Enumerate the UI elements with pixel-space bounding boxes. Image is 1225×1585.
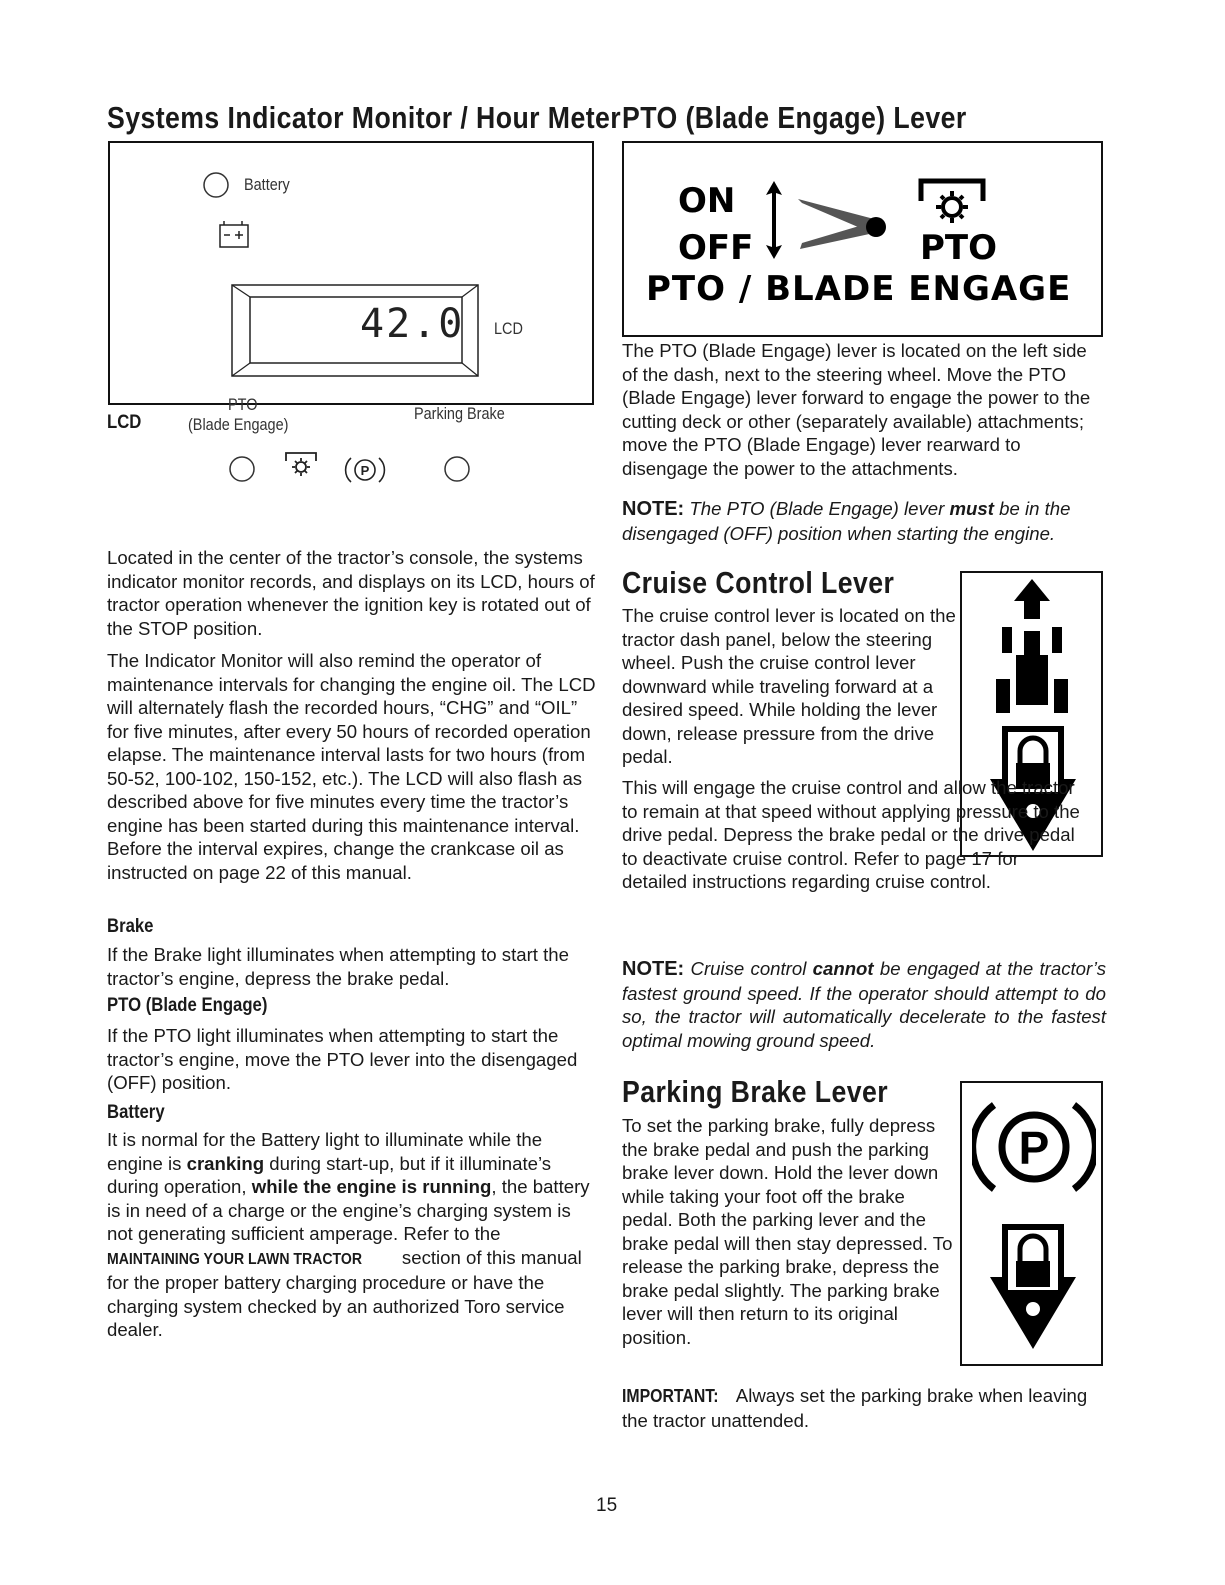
svg-text:P: P [1018, 1122, 1050, 1174]
pto-label-sub: (Blade Engage) [188, 415, 289, 434]
brake-heading: Brake [107, 916, 154, 937]
section-heading-pto-lever: PTO (Blade Engage) Lever [622, 100, 967, 135]
note-2-cannot: cannot [812, 958, 874, 979]
battery-text-g: section of this manual for the proper battery charging procedure or have the charging system checked by an authorized Toro service dealer. [107, 1246, 582, 1340]
important-label: IMPORTANT: [622, 1386, 719, 1406]
section-heading-parking-brake: Parking Brake Lever [622, 1074, 889, 1109]
section-heading-systems-monitor: Systems Indicator Monitor / Hour Meter [107, 100, 622, 135]
pto-label: PTO [228, 395, 258, 414]
note-1-must: must [949, 498, 994, 519]
parking-brake-symbol-icon [972, 1095, 1096, 1199]
battery-text-cranking: cranking [186, 1152, 265, 1174]
note-1-text-a: The PTO (Blade Engage) lever [684, 498, 950, 519]
cruise-paragraph-1: The cruise control lever is located on the tractor dash panel, below the steering wheel. Push the cruise control lever downward while traveling forward at a desired speed. While holding the lever down, release pressure from the drive pedal. [622, 605, 956, 767]
section-heading-cruise-control: Cruise Control Lever [622, 565, 895, 600]
down-arrow-icon [764, 213, 784, 259]
note-1-label: NOTE: [622, 498, 685, 520]
decal-pto-label: PTO [920, 228, 998, 268]
battery-light-circle-icon [202, 171, 230, 199]
parking-brake-figure [960, 1081, 1103, 1366]
parking-brake-label: Parking Brake [414, 404, 505, 423]
pto-light-circle-icon [228, 455, 256, 483]
note-2-text-a: Cruise control [684, 958, 813, 979]
important-note [622, 1384, 1106, 1432]
battery-text-c: during start-up, but if it illuminate’s during operation, [107, 1152, 552, 1197]
svg-text:P: P [360, 463, 370, 478]
battery-text-e: , the battery is in need of a charge or the engine’s charging system is not generating sufficient amperage. Refer to the [107, 1176, 590, 1244]
battery-text-running: while the engine is running [251, 1176, 492, 1197]
pto-heading: PTO (Blade Engage) [107, 995, 268, 1016]
decal-blade-engage-label: PTO / BLADE ENGAGE [646, 269, 1072, 309]
lcd-text-2: The Indicator Monitor will also remind the operator of maintenance intervals for changing the engine oil. The LCD will alternately flash the recorded hours, “CHG” and “OIL” for five minutes, after every 50 hours of recorded operation elapse. The maintenance interval lasts for two hours (from 50-52, 100-102, 150-152, etc.). The LCD will also flash as described above for five minutes every time the tractor’s engine has been started during this maintenance interval. Before the interval expires, change the crankcase oil as instructed on page 22 of this manual. [107, 650, 596, 883]
pto-paragraph: If the PTO light illuminates when attempting to start the tractor’s engine, move the PTO lever into the disengaged (OFF) position. [107, 1025, 578, 1093]
pto-symbol-icon [916, 175, 988, 235]
battery-icon [214, 219, 254, 249]
parking-brake-icon [342, 453, 388, 487]
battery-section-ref: MAINTAINING YOUR LAWN TRACTOR [107, 1250, 362, 1268]
cruise-paragraph-2: This will engage the cruise control and allow the tractor to remain at that speed without applying pressure to the drive pedal. Depress the brake pedal or the drive pedal to deactivate cruise control. Refer to page 17 for detailed instructions regarding cruise control. [622, 777, 1080, 892]
cruise-lever-icon [992, 579, 1072, 719]
note-1 [622, 497, 1106, 545]
lcd-paragraph-1 [107, 546, 597, 640]
pto-decal-figure [622, 141, 1103, 337]
lcd-heading: LCD [107, 412, 142, 433]
parking-brake-light-circle-icon [443, 455, 471, 483]
lcd-label: LCD [494, 319, 523, 338]
indicator-panel-figure [108, 141, 594, 478]
important-text: Always set the parking brake when leaving the tractor unattended. [622, 1385, 1088, 1431]
note-2-label: NOTE: [622, 958, 685, 980]
pto-icon [283, 449, 319, 481]
battery-text-a: It is normal for the Battery light to illuminate while the engine is [107, 1129, 543, 1174]
battery-heading: Battery [107, 1102, 165, 1123]
battery-paragraph [107, 1128, 597, 1342]
lcd-paragraph-2 [107, 649, 597, 884]
lcd-readout: 42.0 [360, 301, 465, 347]
battery-label: Battery [244, 175, 290, 194]
decal-off-label: OFF [678, 228, 754, 268]
brake-paragraph: If the Brake light illuminates when attempting to start the tractor’s engine, depress the brake pedal. [107, 944, 569, 989]
page-number: 15 [596, 1495, 618, 1516]
parking-paragraph: To set the parking brake, fully depress the brake pedal and push the parking brake lever down. Hold the lever down while taking your foot off the brake pedal. Both the parking lever and the brake pedal will then stay depressed. To release the parking brake, depress the brake pedal slightly. The parking brake lever will then return to its original position. [622, 1115, 953, 1348]
pto-lever-paragraph: The PTO (Blade Engage) lever is located on the left side of the dash, next to the steering wheel. Move the PTO (Blade Engage) lever forward to engage the power to the cutting deck or other (separately available) attachments; move the PTO (Blade Engage) lever rearward to disengage the power to the attachments. [622, 340, 1091, 479]
note-1-text-c: be in the disengaged (OFF) position when starting the engine. [622, 498, 1071, 544]
lever-icon [794, 183, 894, 253]
note-2 [622, 957, 1106, 1052]
decal-on-label: ON [678, 181, 736, 221]
note-2-text-c: be engaged at the tractor’s fastest ground speed. If the operator should attempt to do so, the tractor will automatically decelerate to the fastest optimal mowing ground speed. [622, 958, 1106, 1051]
lcd-text-1: Located in the center of the tractor’s console, the systems indicator monitor records, and displays on its LCD, hours of tractor operation whenever the ignition key is rotated out of the STOP position. [107, 547, 595, 639]
cruise-paragraph-2-wrap [622, 776, 1082, 894]
parking-lock-down-arrow-icon [988, 1221, 1078, 1351]
